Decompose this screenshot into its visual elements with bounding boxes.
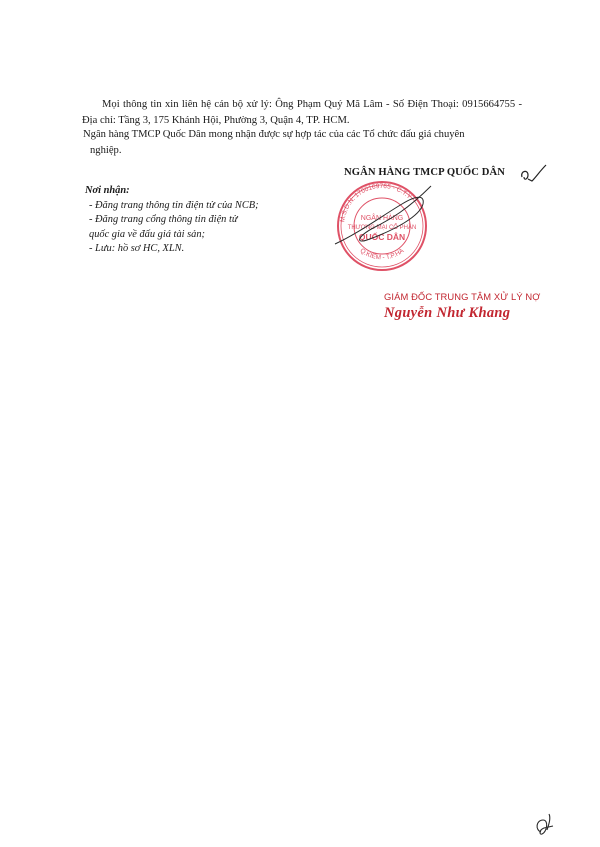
- company-seal: [327, 174, 437, 274]
- seal-line3: QUỐC DÂN: [358, 232, 406, 242]
- cooperation-text-start: Ngân hàng TMCP Quốc Dân mong nhận được sự hợp tác của các Tổ chức đấu giá chuyên: [83, 129, 465, 140]
- cooperation-text-end: nghiệp.: [90, 145, 122, 156]
- page-initials-icon: [533, 812, 557, 840]
- recipients-heading: Nơi nhận:: [85, 185, 130, 196]
- seal-line1: NGÂN HÀNG: [360, 215, 404, 222]
- initials-mark-icon: [518, 163, 548, 187]
- signer-title: GIÁM ĐỐC TRUNG TÂM XỬ LÝ NỢ: [384, 291, 541, 302]
- signer-name: Nguyễn Như Khang: [384, 305, 511, 321]
- recipient-item: - Lưu: hồ sơ HC, XLN.: [89, 243, 185, 254]
- seal-bottom-text: Q.KIẾM - T.P.HÀ: [358, 247, 406, 262]
- seal-ring-text: M.S.D.N: 1700169765 - C.T.Y: [339, 182, 413, 223]
- cooperation-paragraph: [82, 127, 522, 159]
- recipient-item: - Đăng trang thông tin điện tử của NCB;: [89, 199, 259, 211]
- recipient-item: - Đăng trang cổng thông tin điện tử quốc gia về đấu giá tài sản;: [89, 214, 238, 240]
- contact-paragraph: [82, 97, 522, 129]
- recipients-block: [85, 184, 260, 257]
- bank-name: NGÂN HÀNG TMCP QUỐC DÂN: [344, 167, 506, 178]
- contact-text: Mọi thông tin xin liên hệ cán bộ xử lý: Ông Phạm Quý Mã Lâm - Số Điện Thoại: 0915664755 - Địa chỉ: Tầng 3, 175 Khánh Hội, Phường 3, Quận 4, TP. HCM.: [82, 99, 522, 126]
- seal-line2: THƯƠNG MẠI CỔ PHẦN: [347, 225, 417, 231]
